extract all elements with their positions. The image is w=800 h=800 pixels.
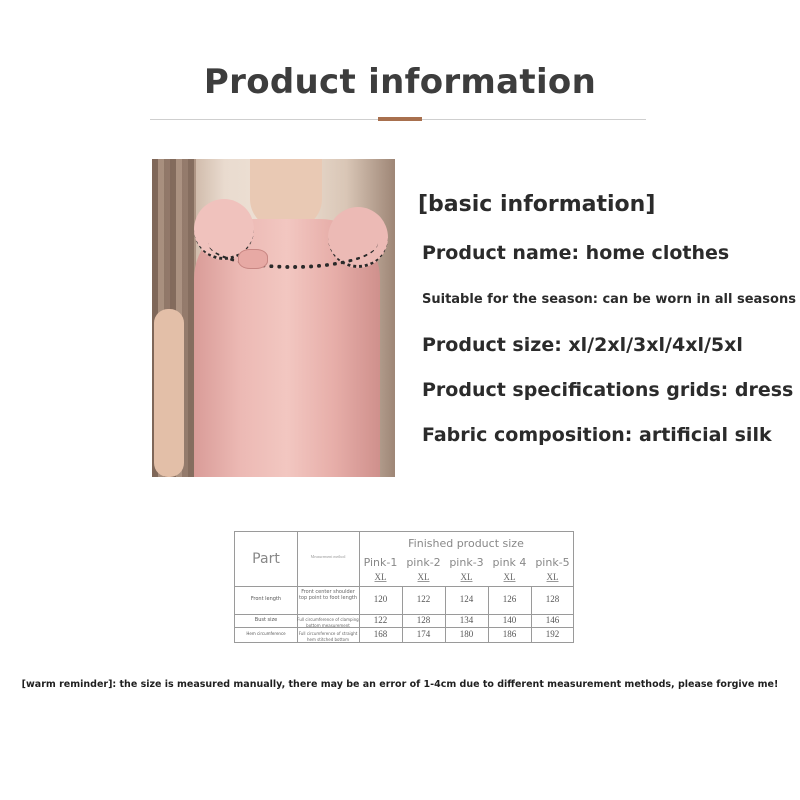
model-left-arm xyxy=(154,309,184,477)
size-value: 122 xyxy=(373,615,388,625)
size-value: 124 xyxy=(459,594,474,604)
row-part-label: Front length xyxy=(250,596,282,602)
column-size: XL xyxy=(460,572,473,582)
column-name: pink-5 xyxy=(535,556,570,569)
column-header xyxy=(488,556,531,586)
column-header xyxy=(531,556,574,586)
info-season: Suitable for the season: can be worn in all seasons xyxy=(422,292,796,307)
finished-size-header: Finished product size xyxy=(408,537,524,550)
warm-reminder-note: [warm reminder]: the size is measured manually, there may be an error of 1-4cm due to different measurement methods, please forgive me! xyxy=(21,679,779,690)
column-name: pink-2 xyxy=(406,556,441,569)
row-part-label: Hem circumference xyxy=(246,631,286,636)
row-part-label: Bust size xyxy=(254,617,278,623)
size-value: 126 xyxy=(502,594,517,604)
column-header xyxy=(402,556,445,586)
column-name: Pink-1 xyxy=(363,556,398,569)
column-size: XL xyxy=(546,572,559,582)
row-method: Front center shoulder top point to foot length xyxy=(298,589,358,601)
lace-collar-trim xyxy=(208,217,378,269)
column-size: XL xyxy=(374,572,387,582)
info-specifications: Product specifications grids: dress xyxy=(422,379,794,401)
table-divider xyxy=(235,586,573,587)
size-value: 122 xyxy=(416,594,431,604)
column-size: XL xyxy=(417,572,430,582)
column-header xyxy=(445,556,488,586)
size-value: 128 xyxy=(416,615,431,625)
row-method: Full circumference of clamping bottom measurement xyxy=(297,617,359,628)
product-photo xyxy=(152,159,395,477)
column-name: pink-3 xyxy=(449,556,484,569)
column-header xyxy=(359,556,402,586)
size-value: 168 xyxy=(373,629,388,639)
size-value: 140 xyxy=(502,615,517,625)
size-value: 192 xyxy=(545,629,560,639)
column-size: XL xyxy=(503,572,516,582)
size-value: 128 xyxy=(545,594,560,604)
size-table xyxy=(234,531,574,643)
size-value: 146 xyxy=(545,615,560,625)
title-accent-bar xyxy=(378,117,422,121)
size-value: 186 xyxy=(502,629,517,639)
info-product-name: Product name: home clothes xyxy=(422,242,730,264)
row-method: Full circumference of straight hem stitched bottom xyxy=(298,631,358,642)
part-header: Part xyxy=(252,551,280,567)
size-value: 120 xyxy=(373,594,388,604)
info-fabric: Fabric composition: artificial silk xyxy=(422,424,772,446)
method-header: Measurement method xyxy=(310,554,346,559)
column-name: pink 4 xyxy=(492,556,527,569)
size-value: 180 xyxy=(459,629,474,639)
table-divider xyxy=(235,627,573,628)
bow-detail xyxy=(238,249,268,269)
size-value: 174 xyxy=(416,629,431,639)
basic-info-heading: [basic information] xyxy=(418,192,656,217)
size-value: 134 xyxy=(459,615,474,625)
page-title: Product information xyxy=(203,62,597,102)
info-product-size: Product size: xl/2xl/3xl/4xl/5xl xyxy=(422,334,743,356)
